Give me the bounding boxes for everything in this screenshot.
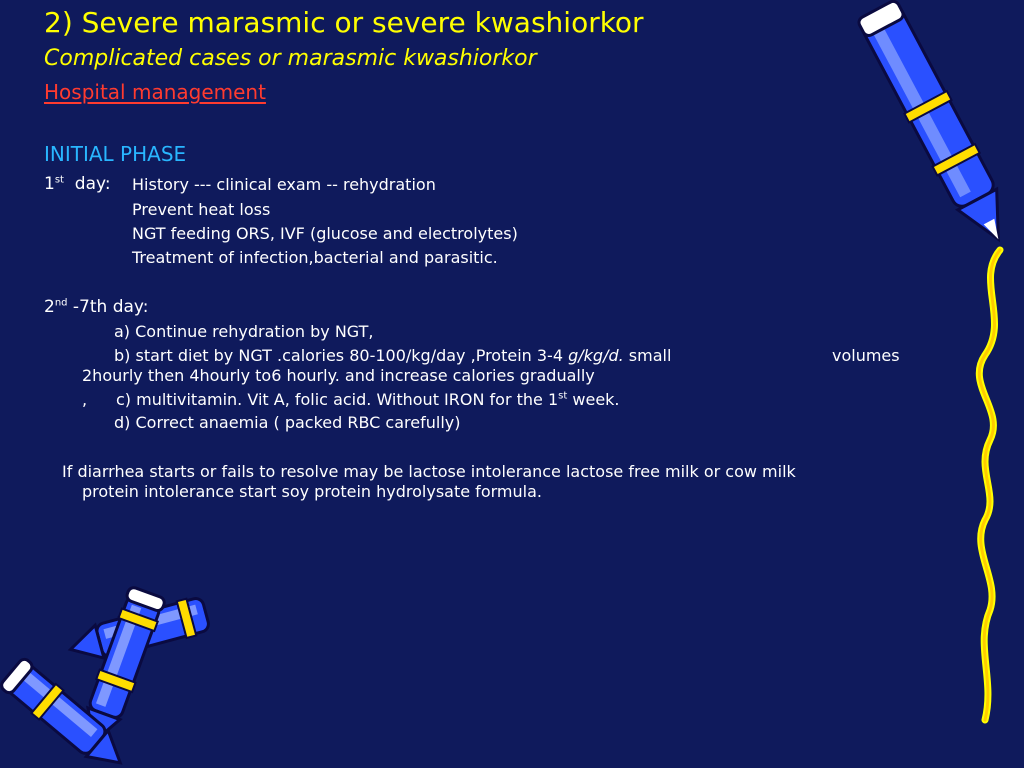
day1-line: History --- clinical exam -- rehydration — [132, 175, 436, 194]
day2-item-d: d) Correct anaemia ( packed RBC carefully) — [114, 413, 461, 432]
slide-subtitle: Complicated cases or marasmic kwashiorkor — [44, 46, 537, 71]
day1-label: 1st day: — [44, 174, 111, 194]
day2-item-c: c) multivitamin. Vit A, folic acid. Without IRON for the 1st week. — [116, 390, 620, 409]
day2-item-a: a) Continue rehydration by NGT, — [114, 322, 374, 341]
diarrhea-note-line: If diarrhea starts or fails to resolve may be lactose intolerance lactose free milk or cow milk — [62, 462, 796, 481]
day2-label: 2nd -7th day: — [44, 297, 149, 317]
day1-line: Treatment of infection,bacterial and parasitic. — [132, 248, 498, 267]
day2-item-b-cont: 2hourly then 4hourly to6 hourly. and increase calories gradually — [82, 366, 595, 385]
diarrhea-note-line: protein intolerance start soy protein hydrolysate formula. — [82, 482, 542, 501]
day1-line: Prevent heat loss — [132, 200, 271, 219]
hospital-management-link[interactable]: Hospital management — [44, 80, 266, 104]
slide-title: 2) Severe marasmic or severe kwashiorkor — [44, 6, 644, 39]
day2-item-c-comma: , — [82, 390, 88, 409]
phase-heading: INITIAL PHASE — [44, 142, 187, 166]
day2-item-b: b) start diet by NGT .calories 80-100/kg/day ,Protein 3-4 g/kg/d. small — [114, 346, 672, 365]
day2-item-b-volumes: volumes — [832, 346, 900, 365]
day1-line: NGT feeding ORS, IVF (glucose and electrolytes) — [132, 224, 518, 243]
